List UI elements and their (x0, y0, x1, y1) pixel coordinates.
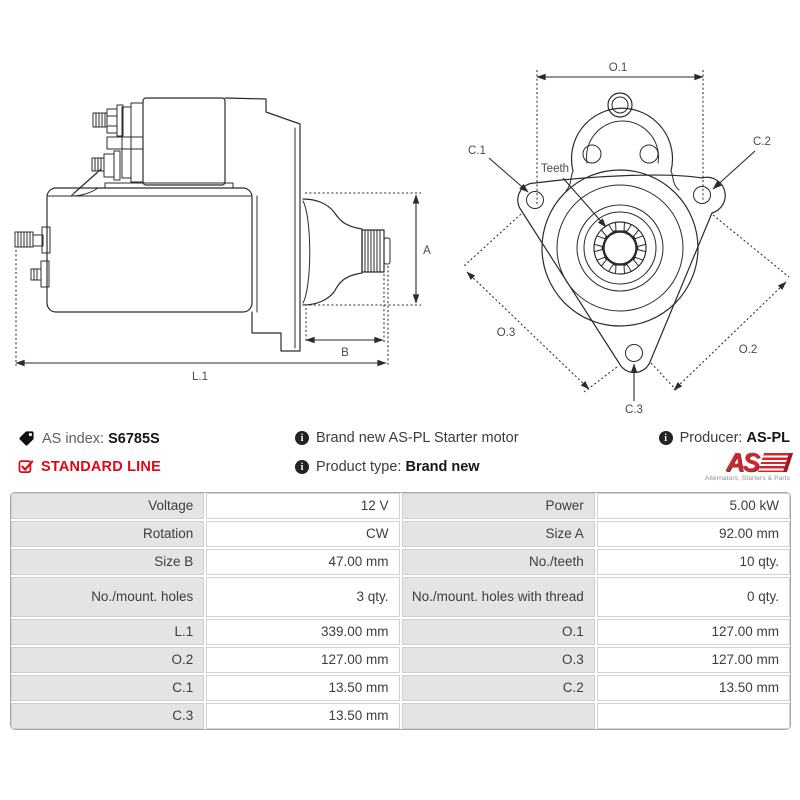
producer-value: AS-PL (746, 430, 790, 446)
spec-cell-label: Size B (11, 549, 204, 575)
spec-cell-value (597, 703, 790, 729)
spec-cell-label: Power (402, 493, 595, 519)
spec-cell-value: 0 qty. (597, 577, 790, 617)
spec-cell-value: 127.00 mm (206, 647, 399, 673)
producer-label: Producer: (679, 430, 743, 446)
tag-icon (18, 430, 35, 447)
info-icon: i (295, 460, 309, 474)
dim-label-c2: C.2 (753, 136, 771, 148)
dim-label-b: B (341, 347, 349, 359)
dim-label-a: A (423, 245, 431, 257)
teeth-label: Teeth (540, 163, 570, 175)
spec-cell-value: 92.00 mm (597, 521, 790, 547)
spec-cell-value: 13.50 mm (206, 703, 399, 729)
spec-cell-value: 339.00 mm (206, 619, 399, 645)
as-index-row (18, 430, 160, 447)
dim-label-o3: O.3 (496, 327, 516, 339)
spec-cell-value: 127.00 mm (597, 647, 790, 673)
spec-cell-value: 13.50 mm (206, 675, 399, 701)
dim-label-o2: O.2 (738, 344, 758, 356)
dim-label-c1: C.1 (468, 145, 486, 157)
spec-cell-value: 10 qty. (597, 549, 790, 575)
as-index-label: AS index: (42, 430, 105, 447)
spec-cell-label: C.2 (402, 675, 595, 701)
dim-label-c3: C.3 (625, 404, 643, 416)
spec-cell-label: O.1 (402, 619, 595, 645)
spec-cell-label: C.3 (11, 703, 204, 729)
product-type-label: Product type: (316, 459, 402, 475)
spec-cell-value: 47.00 mm (206, 549, 399, 575)
spec-cell-label: L.1 (11, 619, 204, 645)
product-description: Brand new AS-PL Starter motor (316, 430, 519, 446)
dim-label-o1: O.1 (608, 62, 628, 74)
side-view (15, 98, 431, 383)
product-type-row (295, 459, 480, 475)
spec-cell-label: O.2 (11, 647, 204, 673)
info-icon: i (659, 431, 673, 445)
spec-cell-label: No./mount. holes (11, 577, 204, 617)
spec-cell-label: C.1 (11, 675, 204, 701)
spec-cell-value: 12 V (206, 493, 399, 519)
spec-cell-value: 13.50 mm (597, 675, 790, 701)
spec-cell-label: No./mount. holes with thread (402, 577, 595, 617)
spec-cell-label: No./teeth (402, 549, 595, 575)
spec-cell-label: Size A (402, 521, 595, 547)
spec-cell-value: 5.00 kW (597, 493, 790, 519)
front-view (464, 62, 789, 416)
standard-line-label: STANDARD LINE (41, 459, 161, 475)
producer-row (659, 430, 790, 446)
spec-cell-label: Voltage (11, 493, 204, 519)
info-icon: i (295, 431, 309, 445)
spec-cell-value: 3 qty. (206, 577, 399, 617)
as-index-value: S6785S (108, 430, 160, 447)
logo-stripes-icon (758, 453, 793, 472)
as-pl-logo (705, 449, 790, 482)
spec-cell-label (402, 703, 595, 729)
spec-cell-label: Rotation (11, 521, 204, 547)
checkbox-check-icon (18, 459, 34, 475)
spec-table (10, 492, 791, 730)
logo-as-text: AS (725, 447, 758, 477)
spec-cell-value: 127.00 mm (597, 619, 790, 645)
dim-label-l1: L.1 (192, 371, 208, 383)
spec-cell-value: CW (206, 521, 399, 547)
description-row (295, 430, 519, 446)
standard-line-row (18, 459, 161, 475)
product-type-value: Brand new (405, 459, 480, 475)
logo-tagline: Alternators, Starters & Parts (705, 475, 790, 482)
spec-cell-label: O.3 (402, 647, 595, 673)
